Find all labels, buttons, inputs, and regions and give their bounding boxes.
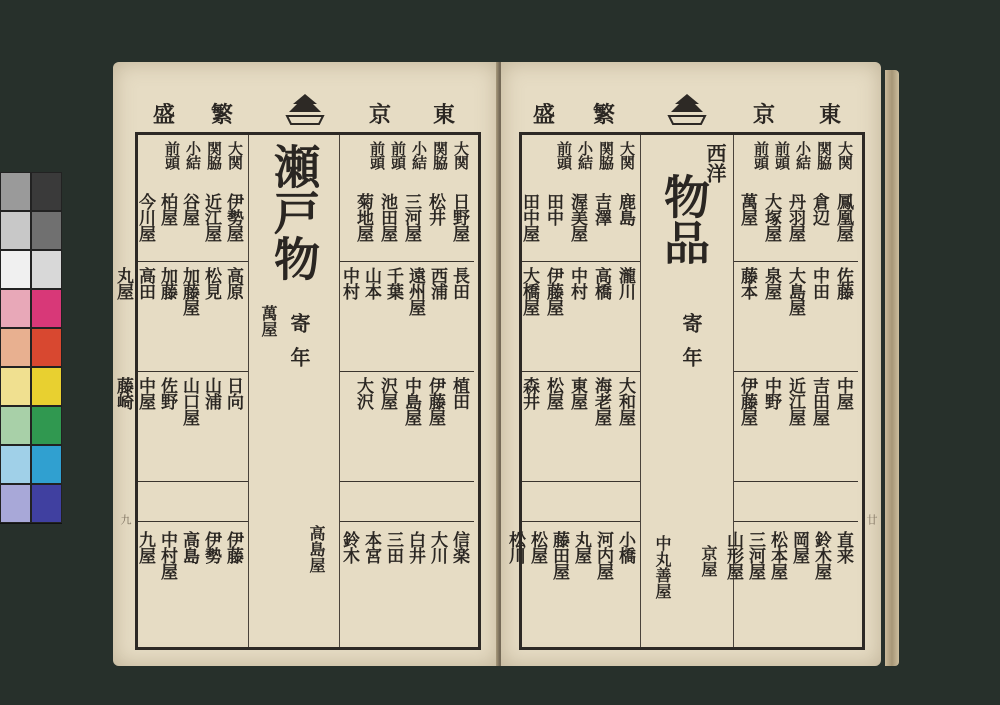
header-char: 繁	[211, 102, 234, 128]
header-char: 京	[753, 102, 776, 128]
page-number-mark: 九	[119, 514, 132, 524]
rank-label: 小結	[794, 141, 812, 169]
category-subtitle: 西洋	[703, 143, 727, 183]
shop-name: 丸屋	[113, 267, 133, 299]
shop-name: 三河屋	[401, 193, 421, 241]
color-chip	[0, 250, 31, 289]
crest-icon	[283, 90, 327, 126]
rank-label: 大関	[226, 141, 244, 169]
shop-name: 中屋	[833, 377, 853, 409]
shop-name: 岡屋	[789, 531, 809, 563]
color-chip	[31, 406, 62, 445]
shop-name: 伊藤屋	[737, 377, 757, 425]
year-label: 年	[679, 347, 703, 367]
shop-name: 泉屋	[761, 267, 781, 299]
shop-name: 大沢	[353, 377, 373, 409]
color-chip	[0, 484, 31, 523]
rank-label: 小結	[576, 141, 594, 169]
color-chip	[31, 172, 62, 211]
rank-label: 大関	[618, 141, 636, 169]
shop-name: 直来	[833, 531, 853, 563]
category-title: 瀬戸物	[267, 143, 321, 281]
color-chip	[0, 328, 31, 367]
rank-label: 前頭	[555, 141, 573, 169]
shop-name: 中島屋	[401, 377, 421, 425]
shop-name: 西浦	[427, 267, 447, 299]
right-page	[501, 62, 881, 666]
center-title-column	[641, 135, 734, 647]
shop-name: 大島屋	[785, 267, 805, 315]
right-columns-block	[723, 135, 858, 647]
rank-label: 前頭	[368, 141, 386, 169]
shop-name: 松屋	[527, 531, 547, 563]
rank-label: 前頭	[752, 141, 770, 169]
color-chip	[31, 289, 62, 328]
shop-name: 中村屋	[157, 531, 177, 579]
shop-name: 植田	[449, 377, 469, 409]
color-calibration-strip	[0, 172, 62, 524]
shop-name: 吉田屋	[809, 377, 829, 425]
color-chip	[31, 367, 62, 406]
shop-name: 藤田屋	[549, 531, 569, 579]
left-page	[113, 62, 498, 666]
shop-name: 松本屋	[767, 531, 787, 579]
shop-name: 田中	[543, 193, 563, 225]
rank-label: 前頭	[773, 141, 791, 169]
shop-name: 佐藤	[833, 267, 853, 299]
shop-name: 渥美屋	[567, 193, 587, 241]
rank-label: 前頭	[163, 141, 181, 169]
shop-name: 小橋	[615, 531, 635, 563]
shop-name: 近江屋	[785, 377, 805, 425]
shop-name: 倉辺	[809, 193, 829, 225]
book-page-edges	[885, 70, 899, 666]
rank-label: 関脇	[205, 141, 223, 169]
category-title: 物品	[657, 173, 711, 265]
header-char: 東	[433, 102, 456, 128]
year-label: 寄	[679, 313, 703, 333]
shop-name: 藤崎	[113, 377, 133, 409]
shop-name: 中野	[761, 377, 781, 409]
shop-name: 山形屋	[723, 531, 743, 579]
color-chip	[0, 445, 31, 484]
left-page-header	[113, 98, 498, 126]
shop-name: 丹羽屋	[785, 193, 805, 241]
shop-name: 松見	[201, 267, 221, 299]
shop-name: 佐野	[157, 377, 177, 409]
header-char: 京	[369, 102, 392, 128]
shop-name: 森井	[519, 377, 539, 409]
shop-name: 千葉	[383, 267, 403, 299]
shop-name: 丸屋	[571, 531, 591, 563]
crest-icon	[665, 90, 709, 126]
shop-name: 松川	[505, 531, 525, 563]
organizer-name: 中丸善屋	[653, 535, 672, 599]
color-chip	[31, 484, 62, 523]
rank-label: 前頭	[389, 141, 407, 169]
ranking-table-right	[505, 132, 865, 650]
shop-name: 東屋	[567, 377, 587, 409]
shop-name: 高原	[223, 267, 243, 299]
right-columns-block	[340, 135, 474, 647]
color-chip	[31, 211, 62, 250]
shop-name: 長田	[449, 267, 469, 299]
shop-name: 沢屋	[377, 377, 397, 409]
shop-name: 近江屋	[201, 193, 221, 241]
color-chip	[31, 328, 62, 367]
shop-name: 伊勢屋	[223, 193, 243, 241]
open-book	[113, 56, 891, 674]
organizer-name: 高島屋	[307, 525, 326, 573]
shop-name: 藤本	[737, 267, 757, 299]
shop-name: 大川	[427, 531, 447, 563]
shop-name: 鹿島	[615, 193, 635, 225]
page-number-mark: 廿	[865, 514, 878, 524]
left-columns-block	[505, 135, 641, 647]
year-label: 寄	[287, 313, 311, 333]
color-chip	[0, 172, 31, 211]
organizer-name: 京屋	[699, 545, 718, 577]
rank-label: 小結	[184, 141, 202, 169]
center-title-column	[249, 135, 340, 647]
shop-name: 田中屋	[519, 193, 539, 241]
header-char: 盛	[153, 102, 176, 128]
shop-name: 萬屋	[737, 193, 757, 225]
rank-label: 関脇	[597, 141, 615, 169]
rank-label: 関脇	[815, 141, 833, 169]
shop-name: 大橋屋	[519, 267, 539, 315]
shop-name: 菊地屋	[353, 193, 373, 241]
rank-label: 小結	[410, 141, 428, 169]
shop-name: 三河屋	[745, 531, 765, 579]
rank-label: 関脇	[431, 141, 449, 169]
shop-name: 谷屋	[179, 193, 199, 225]
right-page-header	[501, 98, 881, 126]
shop-name: 遠州屋	[405, 267, 425, 315]
shop-name: 九屋	[135, 531, 155, 563]
shop-name: 鈴木	[339, 531, 359, 563]
shop-name: 高島	[179, 531, 199, 563]
shop-name: 中村	[567, 267, 587, 299]
color-chip	[31, 250, 62, 289]
shop-name: 伊勢	[201, 531, 221, 563]
header-char: 東	[819, 102, 842, 128]
ranking-table-left	[113, 132, 481, 650]
shop-name: 日野屋	[449, 193, 469, 241]
color-chip	[0, 211, 31, 250]
header-char: 繁	[593, 102, 616, 128]
year-label: 年	[287, 347, 311, 367]
shop-name: 瀧川	[615, 267, 635, 299]
shop-name: 中屋	[135, 377, 155, 409]
shop-name: 吉澤	[591, 193, 611, 225]
color-chip	[0, 289, 31, 328]
shop-name: 伊藤	[223, 531, 243, 563]
shop-name: 日向	[223, 377, 243, 409]
shop-name: 伊藤屋	[543, 267, 563, 315]
shop-name: 松屋	[543, 377, 563, 409]
shop-name: 柏屋	[157, 193, 177, 225]
rank-label: 大関	[452, 141, 470, 169]
shop-name: 三田	[383, 531, 403, 563]
shop-name: 加藤	[157, 267, 177, 299]
shop-name: 池田屋	[377, 193, 397, 241]
color-chip	[0, 367, 31, 406]
shop-name: 山本	[361, 267, 381, 299]
color-chip	[0, 406, 31, 445]
shop-name: 鳳凰屋	[833, 193, 853, 241]
shop-name: 今川屋	[135, 193, 155, 241]
shop-name: 伊藤屋	[425, 377, 445, 425]
shop-name: 山口屋	[179, 377, 199, 425]
shop-name: 松井	[425, 193, 445, 225]
shop-name: 河内屋	[593, 531, 613, 579]
organizer-name: 萬屋	[259, 305, 278, 337]
color-chip	[31, 445, 62, 484]
shop-name: 山浦	[201, 377, 221, 409]
header-char: 盛	[533, 102, 556, 128]
shop-name: 高田	[135, 267, 155, 299]
rank-label: 大関	[836, 141, 854, 169]
shop-name: 加藤屋	[179, 267, 199, 315]
shop-name: 海老屋	[591, 377, 611, 425]
shop-name: 白井	[405, 531, 425, 563]
shop-name: 大和屋	[615, 377, 635, 425]
shop-name: 信楽	[449, 531, 469, 563]
shop-name: 中村	[339, 267, 359, 299]
shop-name: 鈴木屋	[811, 531, 831, 579]
shop-name: 高橋	[591, 267, 611, 299]
shop-name: 大塚屋	[761, 193, 781, 241]
shop-name: 中田	[809, 267, 829, 299]
left-columns-block	[113, 135, 249, 647]
shop-name: 本宮	[361, 531, 381, 563]
